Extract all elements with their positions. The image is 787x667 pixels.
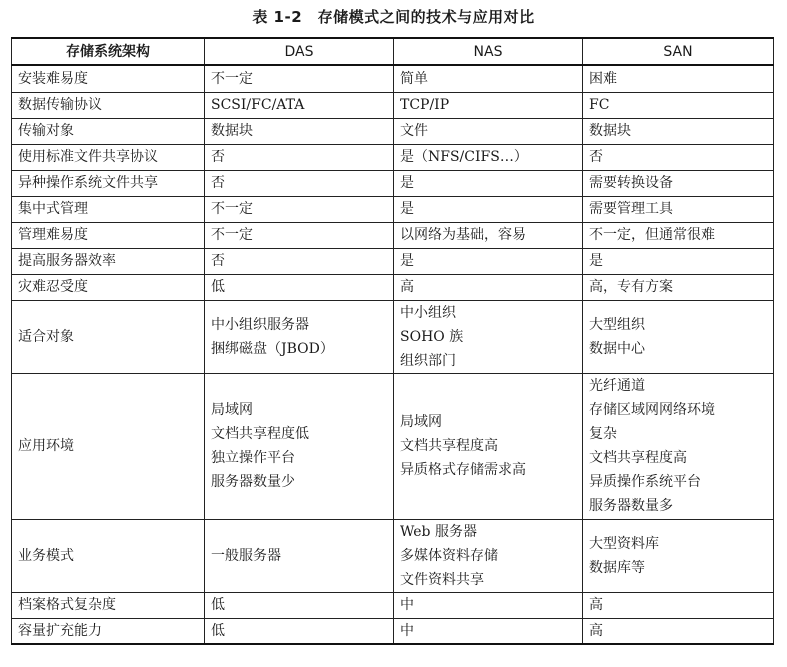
san-cell-line: 异质操作系统平台 <box>589 474 701 490</box>
comparison-table <box>11 37 774 645</box>
nas-cell-line: 是（NFS/CIFS…） <box>400 149 528 165</box>
nas-cell <box>394 170 583 196</box>
table-row <box>12 144 774 170</box>
nas-cell <box>394 248 583 274</box>
san-cell-line: 困难 <box>589 70 617 87</box>
san-cell-line: 数据块 <box>589 123 631 139</box>
nas-cell <box>394 274 583 300</box>
row-label: 集中式管理 <box>12 196 205 222</box>
row-label: 应用环境 <box>12 373 205 519</box>
das-cell-line: 独立操作平台 <box>211 450 295 466</box>
nas-cell-line: 中 <box>400 597 414 613</box>
nas-cell <box>394 618 583 644</box>
row-label: 灾难忍受度 <box>12 274 205 300</box>
nas-cell <box>394 65 583 92</box>
das-cell-line: 局域网 <box>211 402 253 418</box>
das-cell <box>205 65 394 92</box>
nas-cell-line: 简单 <box>400 70 428 87</box>
table-row <box>12 300 774 373</box>
das-cell-line: 低 <box>211 622 225 639</box>
row-label: 安装难易度 <box>12 65 205 92</box>
san-cell-line: 数据中心 <box>589 340 645 357</box>
row-label: 容量扩充能力 <box>12 618 205 644</box>
das-cell <box>205 519 394 592</box>
nas-cell <box>394 144 583 170</box>
table-title: 表 1-2 存储模式之间的技术与应用对比 <box>252 8 535 26</box>
san-cell-line: 大型资料库 <box>589 535 659 552</box>
das-cell <box>205 300 394 373</box>
nas-cell-line: SOHO 族 <box>400 328 464 345</box>
san-cell <box>583 196 774 222</box>
nas-cell <box>394 300 583 373</box>
nas-cell <box>394 222 583 248</box>
header-san: SAN <box>583 38 774 65</box>
row-label: 提高服务器效率 <box>12 248 205 274</box>
das-cell <box>205 248 394 274</box>
table-row <box>12 519 774 592</box>
nas-cell <box>394 592 583 618</box>
san-cell-line: 服务器数量多 <box>589 498 673 514</box>
das-cell-line: 低 <box>211 279 225 295</box>
san-cell-line: 需要转换设备 <box>589 175 673 191</box>
table-row <box>12 248 774 274</box>
table-row <box>12 65 774 92</box>
nas-cell <box>394 196 583 222</box>
das-cell-line: 否 <box>211 253 225 269</box>
san-cell-line: 数据库等 <box>589 559 645 576</box>
san-cell-line: 是 <box>589 253 603 269</box>
nas-cell-line: 高 <box>400 279 414 295</box>
san-cell <box>583 274 774 300</box>
das-cell-line: 否 <box>211 149 225 165</box>
das-cell-line: 不一定 <box>211 227 253 243</box>
san-cell <box>583 222 774 248</box>
nas-cell-line: 是 <box>400 253 414 269</box>
nas-cell-line: 文件资料共享 <box>400 571 484 588</box>
table-row <box>12 618 774 644</box>
san-cell-line: 大型组织 <box>589 316 645 333</box>
das-cell-line: 文档共享程度低 <box>211 426 309 442</box>
das-cell <box>205 144 394 170</box>
das-cell-line: 否 <box>211 175 225 191</box>
san-cell <box>583 170 774 196</box>
das-cell <box>205 373 394 519</box>
table-row <box>12 92 774 118</box>
das-cell <box>205 274 394 300</box>
das-cell <box>205 92 394 118</box>
das-cell <box>205 222 394 248</box>
san-cell <box>583 519 774 592</box>
san-cell <box>583 373 774 519</box>
table-header-row <box>12 38 774 65</box>
header-architecture: 存储系统架构 <box>12 38 205 65</box>
das-cell-line: 低 <box>211 597 225 613</box>
table-row <box>12 170 774 196</box>
san-cell-line: 不一定，但通常很难 <box>589 227 715 243</box>
nas-cell-line: 异质格式存储需求高 <box>400 462 526 478</box>
san-cell <box>583 248 774 274</box>
nas-cell <box>394 519 583 592</box>
table-row <box>12 592 774 618</box>
nas-cell-line: 局域网 <box>400 414 442 430</box>
das-cell-line: 中小组织服务器 <box>211 316 309 333</box>
row-label: 档案格式复杂度 <box>12 592 205 618</box>
san-cell <box>583 92 774 118</box>
das-cell-line: 服务器数量少 <box>211 474 295 490</box>
table-body <box>12 65 774 644</box>
nas-cell-line: TCP/IP <box>400 97 450 113</box>
das-cell-line: 不一定 <box>211 201 253 217</box>
row-label: 管理难易度 <box>12 222 205 248</box>
san-cell <box>583 65 774 92</box>
san-cell-line: 否 <box>589 149 603 165</box>
san-cell <box>583 144 774 170</box>
nas-cell-line: Web 服务器 <box>400 523 477 540</box>
san-cell-line: FC <box>589 97 610 113</box>
table-row <box>12 373 774 519</box>
table-row <box>12 196 774 222</box>
nas-cell-line: 文档共享程度高 <box>400 438 498 454</box>
nas-cell-line: 中小组织 <box>400 304 456 321</box>
header-nas: NAS <box>394 38 583 65</box>
das-cell-line: 一般服务器 <box>211 547 281 564</box>
das-cell-line: 捆绑磁盘（JBOD） <box>211 340 334 357</box>
nas-cell-line: 是 <box>400 201 414 217</box>
row-label: 业务模式 <box>12 519 205 592</box>
san-cell-line: 高，专有方案 <box>589 279 673 295</box>
das-cell <box>205 170 394 196</box>
nas-cell <box>394 373 583 519</box>
san-cell-line: 复杂 <box>589 426 617 442</box>
header-das: DAS <box>205 38 394 65</box>
nas-cell-line: 组织部门 <box>400 352 456 369</box>
nas-cell <box>394 92 583 118</box>
nas-cell-line: 多媒体资料存储 <box>400 547 498 564</box>
san-cell <box>583 592 774 618</box>
san-cell-line: 文档共享程度高 <box>589 450 687 466</box>
san-cell-line: 高 <box>589 622 603 639</box>
san-cell-line: 高 <box>589 597 603 613</box>
row-label: 适合对象 <box>12 300 205 373</box>
san-cell-line: 需要管理工具 <box>589 201 673 217</box>
san-cell-line: 存储区域网网络环境 <box>589 402 715 418</box>
das-cell-line: SCSI/FC/ATA <box>211 97 305 113</box>
das-cell-line: 不一定 <box>211 70 253 87</box>
table-row <box>12 274 774 300</box>
row-label: 传输对象 <box>12 118 205 144</box>
das-cell <box>205 118 394 144</box>
das-cell <box>205 592 394 618</box>
row-label: 数据传输协议 <box>12 92 205 118</box>
nas-cell-line: 是 <box>400 175 414 191</box>
nas-cell-line: 文件 <box>400 123 428 139</box>
san-cell <box>583 618 774 644</box>
nas-cell-line: 中 <box>400 622 414 639</box>
das-cell-line: 数据块 <box>211 123 253 139</box>
san-cell <box>583 300 774 373</box>
san-cell <box>583 118 774 144</box>
table-row <box>12 222 774 248</box>
row-label: 异种操作系统文件共享 <box>12 170 205 196</box>
das-cell <box>205 618 394 644</box>
nas-cell-line: 以网络为基础，容易 <box>400 227 526 243</box>
san-cell-line: 光纤通道 <box>589 378 645 394</box>
nas-cell <box>394 118 583 144</box>
das-cell <box>205 196 394 222</box>
row-label: 使用标准文件共享协议 <box>12 144 205 170</box>
table-row <box>12 118 774 144</box>
